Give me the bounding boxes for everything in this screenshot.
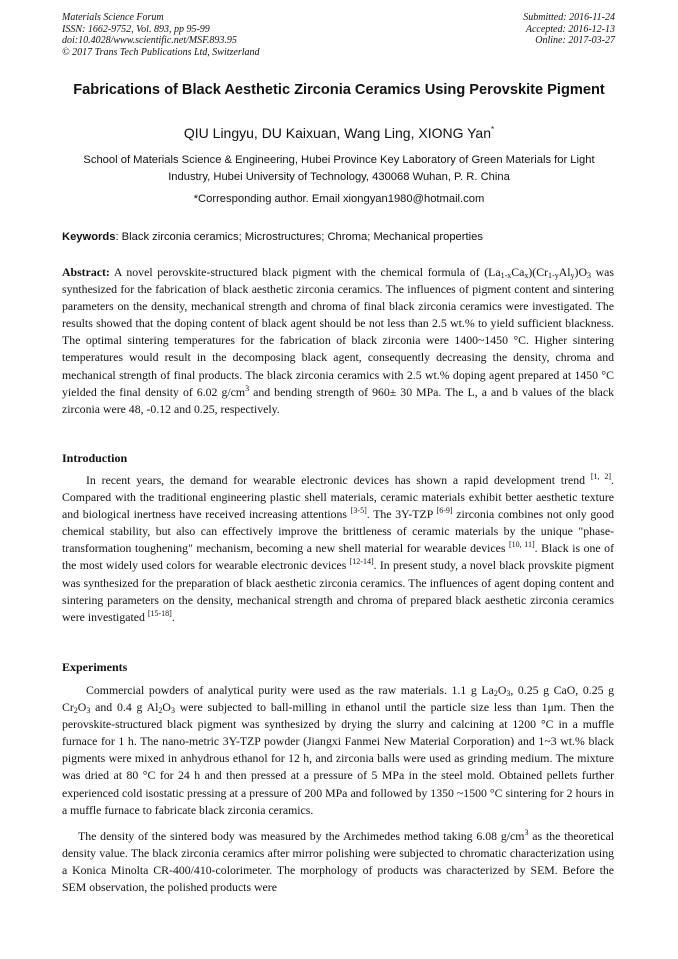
abstract [62, 264, 614, 418]
abstract-text: )O [574, 265, 587, 279]
abstract-text: Al [558, 265, 571, 279]
experiments-text: and 0.4 g Al [90, 700, 159, 715]
subscript: 1-x [500, 271, 512, 280]
abstract-text: was synthesized for the fabrication of black aesthetic zirconia ceramics. The influences of pigment content and sintering parameters on the density, mechanical strength and chroma of final black zirconia ceramics were investigated. The results showed that the doping content of black agent should be not less than 2.5 wt.% to yield sufficient blackness. The optimal sintering temperatures for the fabrication of black zirconia were 1400~1450 °C. Higher sintering temperatures would result in the decomposing black agent, consequently decreasing the density, chroma and mechanical strength of final products. The black zirconia ceramics with 2.5 wt.% doping agent prepared at 1450 °C yielded the final density of 6.02 g/cm [62, 265, 614, 399]
journal-header [62, 12, 615, 64]
subscript: 3 [86, 706, 91, 716]
experiments-text: O [77, 700, 87, 715]
experiments-text: were subjected to ball-milling in ethanol until the particle size less than 1μm. Then the perovskite-structured black pigment was synthesized by drying the slurry and calcining at 1200 °C in a muffle furnace for 1 h. The nano-metric 3Y-TZP powder (Jiangxi Fanmei New Material Corporation) and 1~3 wt.% black pigments were mixed in anhydrous ethanol for 12 h, and zirconia balls were used as grinding medium. The mixture was dried at 80 °C for 24 h and then pressed at a pressure of 5 MPa in the steel mold. Obtained pellets further experienced cold isostatic pressing at a pressure of 200 MPa and followed by 1350 ~1500 °C sintering for 2 hours in a muffle furnace to fabricate black zirconia ceramics. [62, 700, 614, 817]
doi-line: doi:10.4028/www.scientific.net/MSF.893.95 [62, 35, 237, 46]
citation: [10, 11] [509, 540, 535, 550]
affiliation: School of Materials Science & Engineering, Hubei Province Key Laboratory of Green Materials for Light Industry, Hubei University of Technology, 430068 Wuhan, P. R. China [83, 154, 595, 183]
subscript: 2 [73, 706, 78, 716]
copyright-line: © 2017 Trans Tech Publications Ltd, Switzerland [62, 46, 260, 58]
introduction-body [62, 472, 614, 626]
experiments-text: The density of the sintered body was measured by the Archimedes method taking 6.08 g/cm [78, 829, 525, 843]
subscript: 3 [586, 271, 591, 280]
experiments-text: O [497, 683, 507, 697]
corresponding-author: *Corresponding author. Email xiongyan1980@hotmail.com [193, 193, 485, 205]
citation: [3-5] [350, 506, 367, 516]
citation: [1, 2] [590, 472, 612, 481]
abstract-text: and bending strength of 960± 30 MPa. The L, a and b values of the black zirconia were 48, -0.12 and 0.25, respectively. [62, 384, 614, 416]
submitted-date: Submitted: 2016-11-24 [523, 12, 615, 23]
intro-text: . Black is one of the most widely used colors for wearable electronic devices [62, 541, 614, 573]
author-list [62, 124, 616, 142]
paper-title: Fabrications of Black Aesthetic Zirconia Ceramics Using Perovskite Pigment [73, 82, 605, 98]
citation: [15-18] [147, 608, 172, 618]
publication-dates [523, 12, 615, 47]
corresponding-mark: * [491, 125, 495, 134]
superscript: 3 [524, 828, 529, 837]
subscript: 2 [493, 689, 498, 698]
subscript: y [570, 271, 575, 280]
journal-info [62, 12, 260, 58]
intro-text: . [171, 609, 175, 624]
intro-text: . Compared with the traditional engineering plastic shell materials, ceramic materials exhibit better aesthetic texture and biological inertness have received increasing attentions [62, 473, 614, 522]
experiments-heading: Experiments [62, 660, 128, 674]
experiments-text: O [162, 700, 171, 715]
keywords [62, 230, 616, 244]
citation: [6-9] [436, 506, 453, 516]
online-date: Online: 2017-03-27 [535, 35, 615, 46]
subscript: 3 [506, 689, 511, 698]
intro-text: zirconia combines not only good chemical stability, but also can effectively improve the brittleness of ceramic materials by the unique "phase-transformation toughening" mechanism, becoming a new shell material for wearable devices [62, 507, 614, 556]
experiments-body [62, 682, 614, 819]
journal-name: Materials Science Forum [62, 12, 164, 23]
superscript: 3 [245, 383, 250, 393]
author-names: QIU Lingyu, DU Kaixuan, Wang Ling, XIONG Yan [183, 125, 491, 141]
abstract-text: A novel perovskite-structured black pigment with the chemical formula of (La [109, 265, 501, 279]
accepted-date: Accepted: 2016-12-13 [525, 23, 615, 35]
experiments-text: Commercial powders of analytical purity were used as the raw materials. 1.1 g La [86, 683, 494, 697]
experiments-text: , 0.25 g CaO, 0.25 g Cr [62, 683, 615, 715]
density-paragraph [62, 828, 614, 896]
intro-text: In recent years, the demand for wearable electronic devices has shown a rapid development trend [86, 473, 591, 487]
issn-line: ISSN: 1662-9752, Vol. 893, pp 95-99 [62, 23, 210, 35]
subscript: 1-y [548, 271, 559, 280]
keywords-label: Keywords [62, 231, 116, 243]
abstract-text: Ca [511, 265, 525, 279]
experiments-text: as the theoretical density value. The black zirconia ceramics after mirror polishing were subjected to chromatic characterization using a Konica Minolta CR-400/410-colorimeter. The morphology of products was characterized by SEM. Before the SEM observation, the polished products were [62, 829, 614, 895]
subscript: 3 [170, 706, 175, 716]
subscript: 2 [158, 706, 163, 716]
subscript: x [524, 271, 529, 280]
keywords-text: : Black zirconia ceramics; Microstructures; Chroma; Mechanical properties [115, 231, 483, 243]
intro-text: . The 3Y-TZP [366, 507, 437, 522]
citation: [12-14] [349, 557, 374, 567]
abstract-label: Abstract: [62, 265, 110, 279]
introduction-heading: Introduction [62, 451, 128, 465]
abstract-text: )(Cr [528, 265, 549, 279]
intro-text: . In present study, a novel black provskite pigment was synthesized for the preparation of black aesthetic zirconia ceramics. The influences of agent doping content and sintering parameters on the density, mechanical strength and chroma of prepared black aesthetic zirconia ceramics were investigated [62, 558, 614, 624]
